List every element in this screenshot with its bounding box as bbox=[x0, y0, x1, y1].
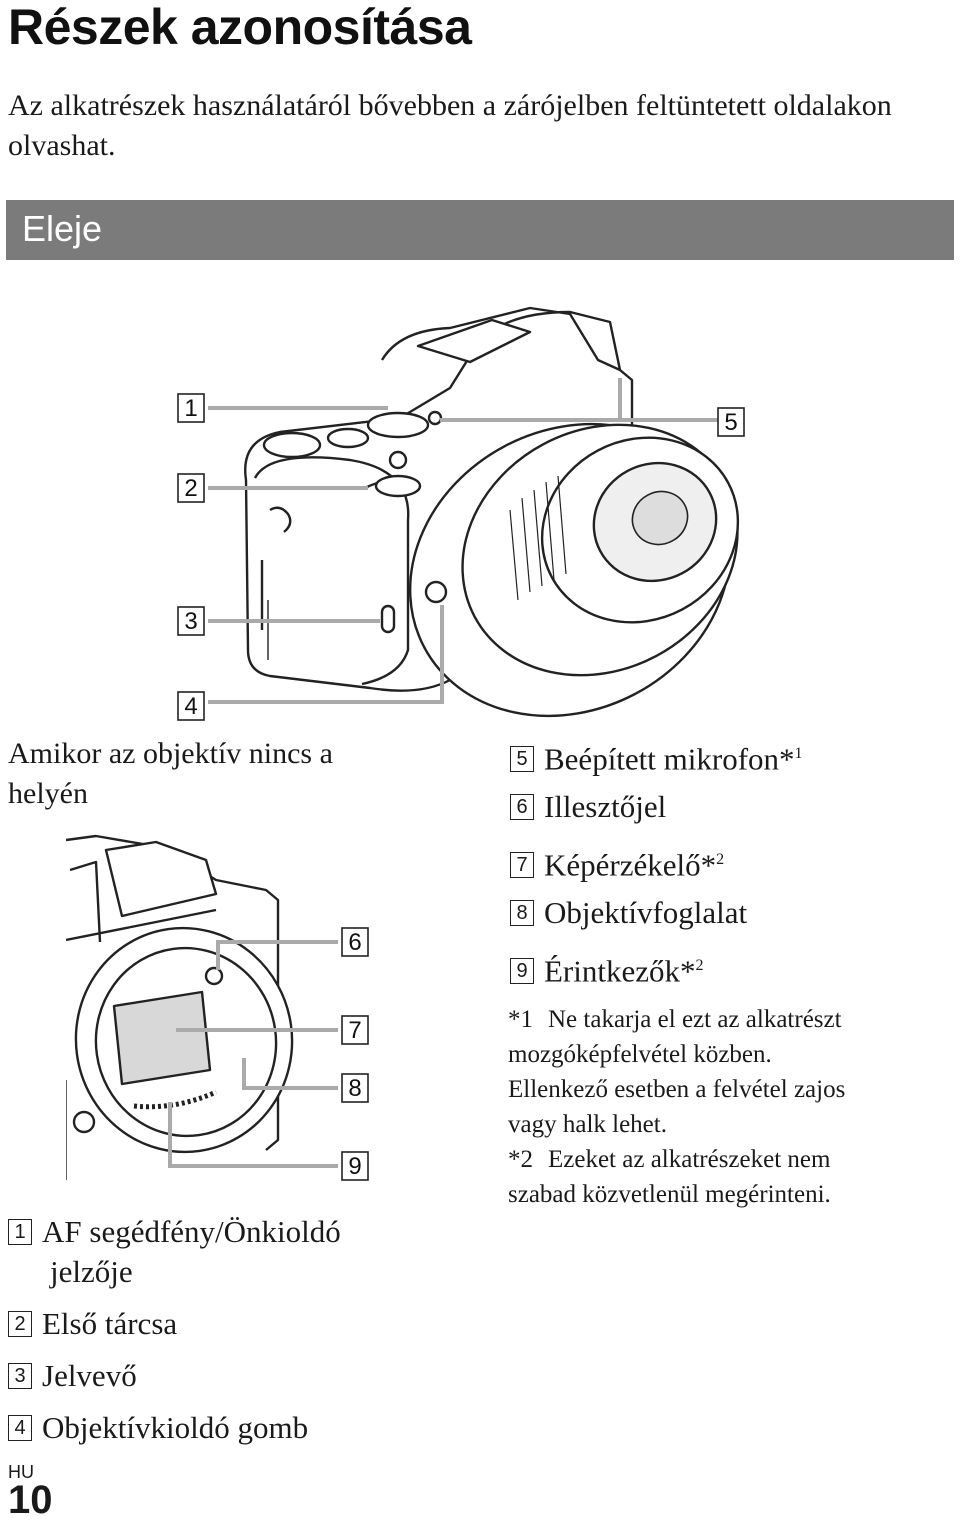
front-callout-5: 5 bbox=[724, 409, 738, 436]
mount-callout-8: 8 bbox=[348, 1075, 362, 1102]
parts-list-left bbox=[8, 1212, 341, 1448]
list-item-continuation: jelzője bbox=[50, 1254, 133, 1289]
footnote-1-line: vagy halk lehet. bbox=[508, 1111, 667, 1138]
list-item: 7 Képérzékelő*$^2$ bbox=[510, 840, 803, 893]
footnote-1-line: Ellenkező esetben a felvétel zajos bbox=[508, 1076, 846, 1103]
front-callout-4: 4 bbox=[184, 693, 198, 720]
mount-callout-7: 7 bbox=[348, 1017, 362, 1044]
footnotes bbox=[508, 1002, 845, 1212]
footnote-1-line: mozgóképfelvétel közben. bbox=[508, 1041, 772, 1068]
section-bar bbox=[6, 200, 954, 260]
list-item: 6 Illesztőjel bbox=[510, 787, 803, 840]
section-title: Eleje bbox=[22, 208, 103, 249]
list-item: 9 Érintkezők*$^2$ bbox=[510, 946, 803, 999]
no-lens-caption: Amikor az objektív nincs a helyén bbox=[8, 737, 333, 810]
footnote-2: *2 Ezeket az alkatrészeket nem bbox=[508, 1146, 831, 1173]
page-title: Részek azonosítása bbox=[8, 0, 472, 55]
camera-front-illustration bbox=[150, 300, 770, 730]
list-item: 4 Objektívkioldó gomb bbox=[8, 1408, 341, 1448]
mount-callout-9: 9 bbox=[348, 1153, 362, 1180]
front-callout-1: 1 bbox=[184, 395, 198, 422]
camera-mount-illustration bbox=[66, 830, 386, 1190]
list-item: 8 Objektívfoglalat bbox=[510, 893, 803, 946]
list-item: 2 Első tárcsa bbox=[8, 1304, 341, 1344]
footnote-1: *1 Ne takarja el ezt az alkatrészt bbox=[508, 1006, 842, 1033]
front-callout-2: 2 bbox=[184, 475, 198, 502]
list-item: 5 Beépített mikrofon*$^1$ bbox=[510, 734, 803, 787]
front-callout-3: 3 bbox=[184, 608, 198, 635]
page-number: 10 bbox=[8, 1478, 53, 1522]
footnote-2-line: szabad közvetlenül megérinteni. bbox=[508, 1181, 831, 1208]
mount-callout-6: 6 bbox=[348, 929, 362, 956]
list-item: 3 Jelvevő bbox=[8, 1356, 341, 1396]
language-code: HU bbox=[8, 1462, 34, 1482]
parts-list-right bbox=[510, 734, 803, 999]
intro-text: Az alkatrészek használatáról bővebben a zárójelben feltüntetett oldalakon olvashat. bbox=[8, 89, 892, 162]
list-item: 1 AF segédfény/Önkioldó bbox=[8, 1212, 341, 1252]
